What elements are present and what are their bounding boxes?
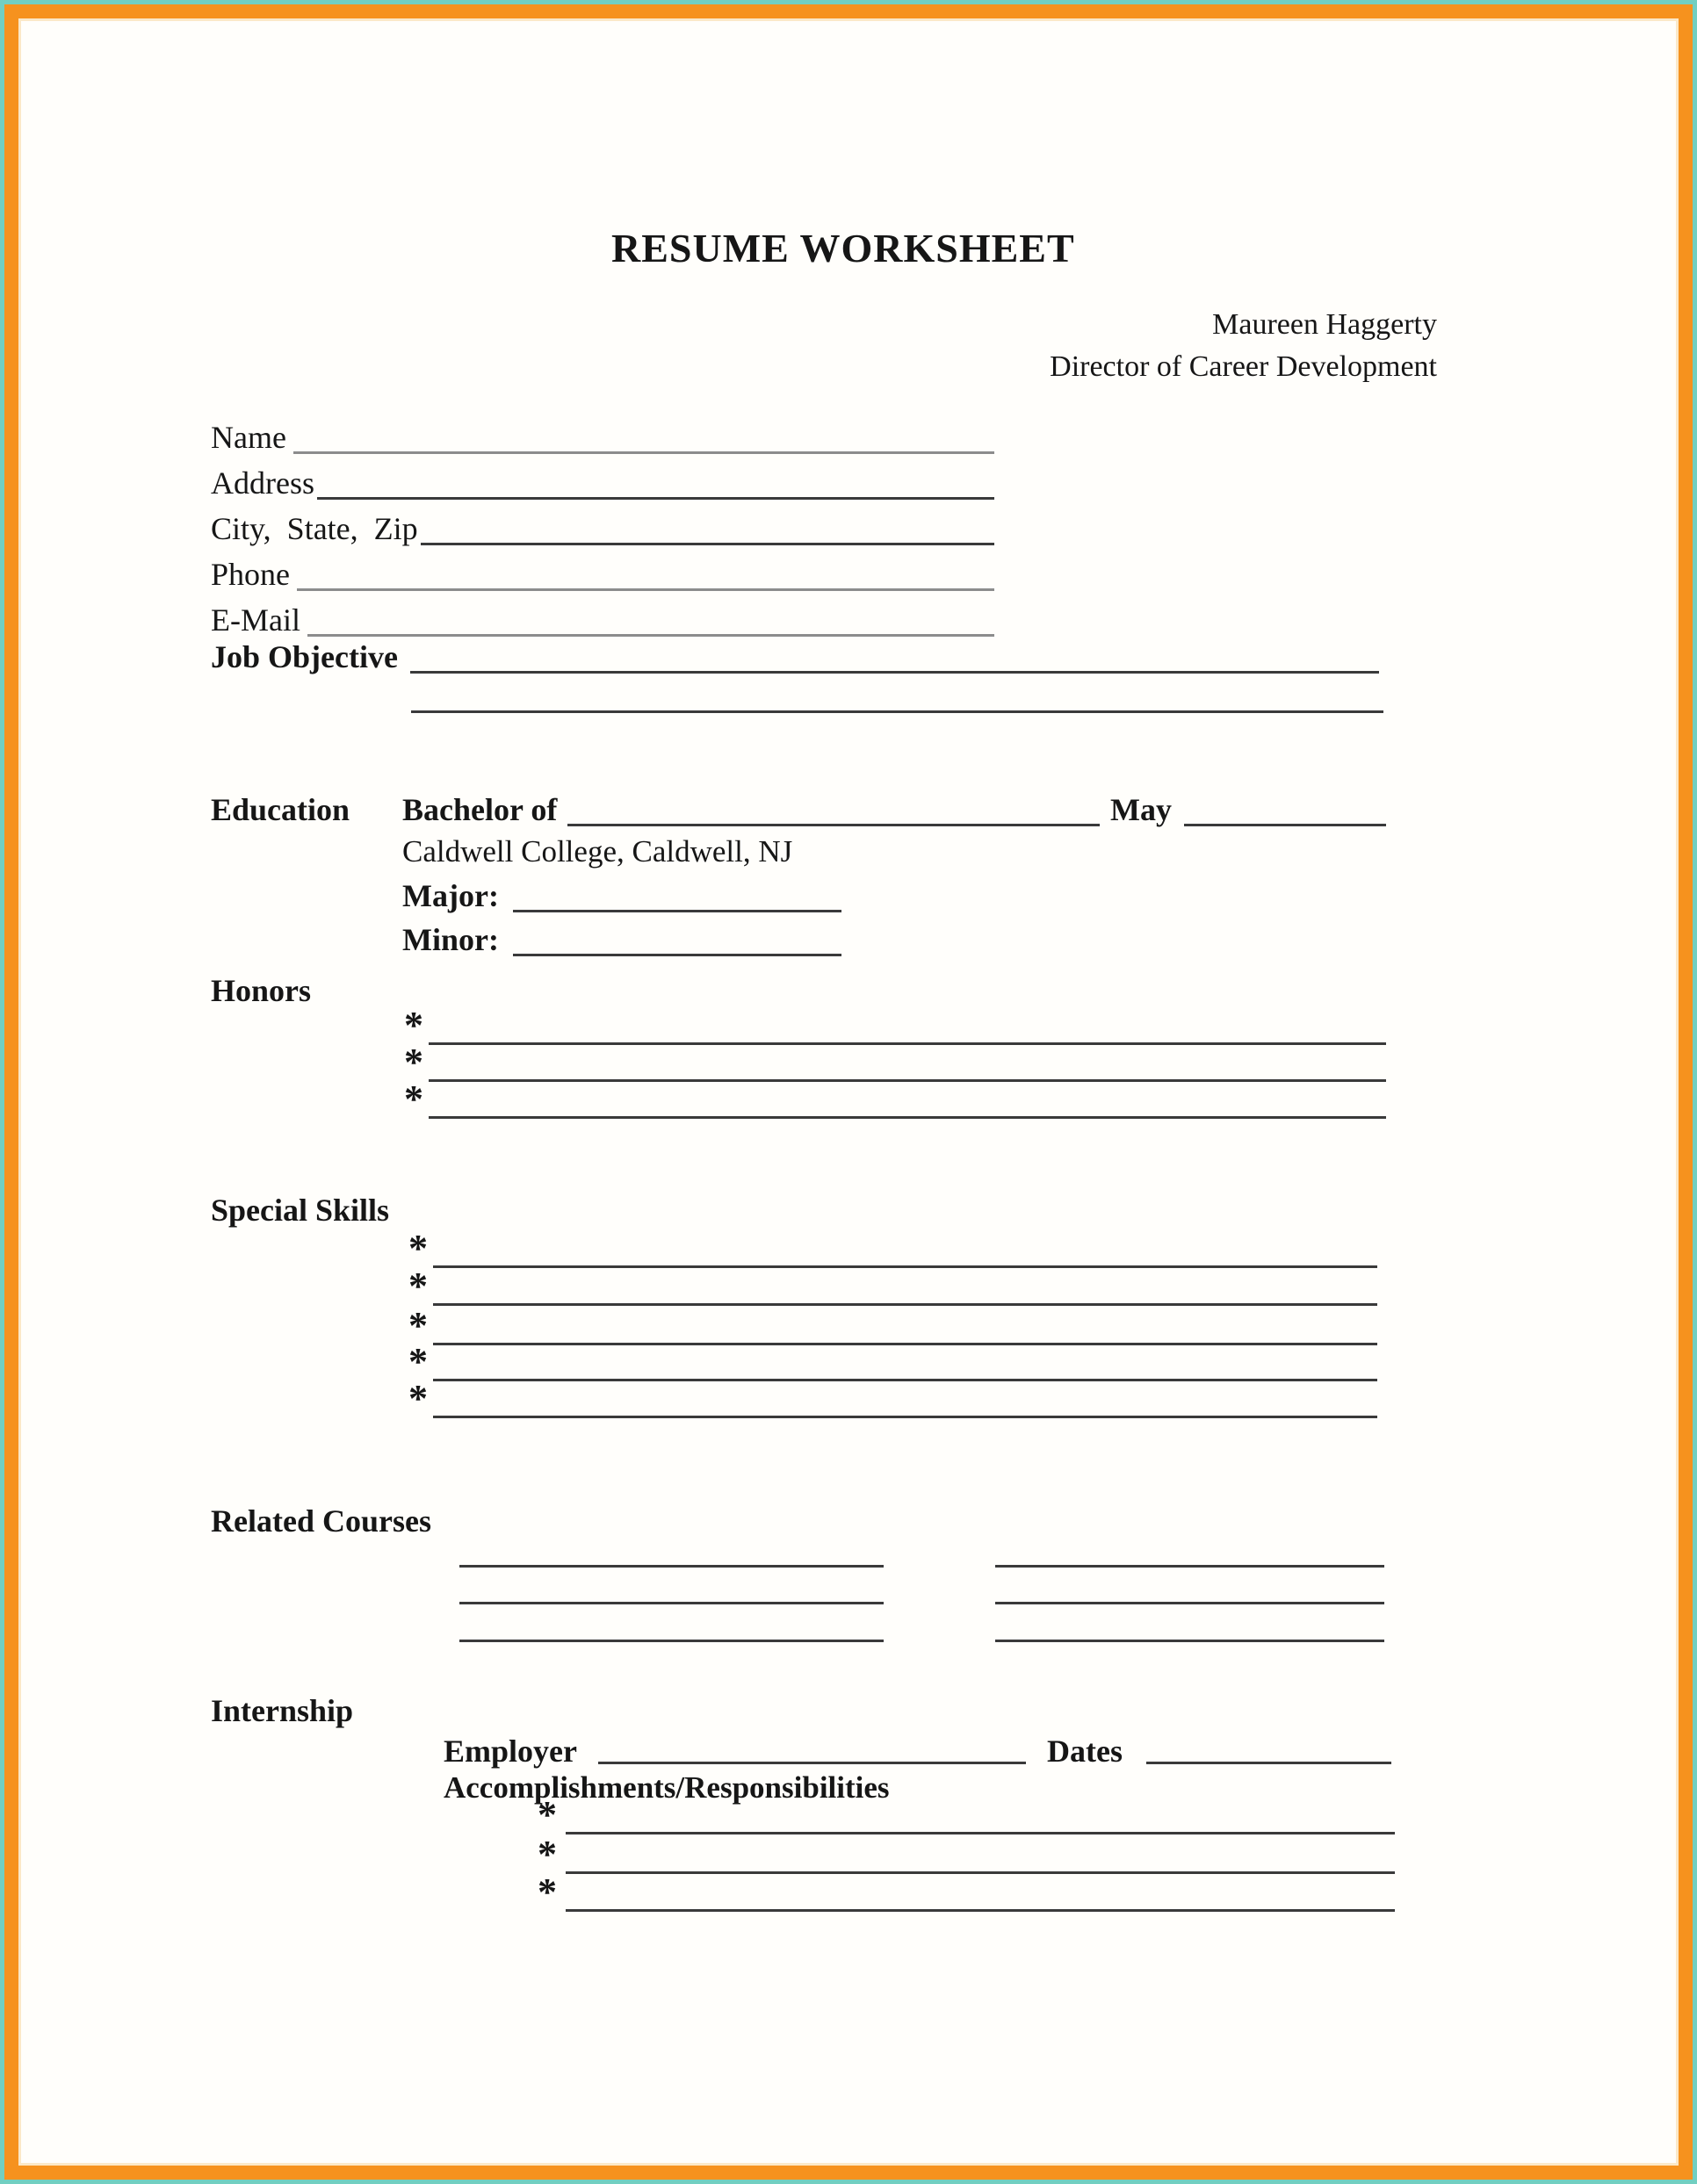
dates-fill-line: [1146, 1762, 1391, 1764]
special-skills-item-1: [408, 1229, 1377, 1268]
special-skills-item-4: [408, 1340, 1377, 1383]
address-label: Address: [211, 465, 314, 501]
related-course-fill-line-right-3: [995, 1640, 1384, 1642]
address-fill-line: [317, 497, 994, 500]
honors-item-3: [404, 1080, 1386, 1119]
bullet-asterisk: *: [408, 1227, 428, 1270]
bullet-asterisk: *: [408, 1340, 428, 1383]
major-field-row: [402, 878, 841, 913]
phone-label: Phone: [211, 557, 290, 592]
email-field-row: [211, 602, 994, 638]
special-skills-item-2: [408, 1267, 1377, 1306]
major-label: Major:: [402, 878, 499, 913]
author-name: Maureen Haggerty: [1212, 308, 1437, 341]
city-state-zip-label: City, State, Zip: [211, 511, 418, 546]
special-skills-fill-line-2: [433, 1303, 1377, 1306]
related-course-fill-line-left-1: [459, 1565, 884, 1568]
name-fill-line: [293, 451, 994, 454]
phone-field-row: [211, 557, 994, 592]
school-name: Caldwell College, Caldwell, NJ: [402, 834, 793, 869]
city-state-zip-field-row: [211, 511, 994, 546]
related-course-fill-line-left-2: [459, 1602, 884, 1604]
job-objective-fill-line-2: [411, 710, 1383, 713]
bullet-asterisk: *: [404, 1041, 423, 1084]
accomplishment-fill-line-1: [566, 1832, 1395, 1834]
related-course-fill-line-right-1: [995, 1565, 1384, 1568]
special-skills-item-5: [408, 1377, 1377, 1420]
education-degree-row: [402, 792, 1386, 827]
minor-label: Minor:: [402, 922, 499, 957]
related-course-fill-line-right-2: [995, 1602, 1384, 1604]
accomplishment-fill-line-3: [566, 1909, 1395, 1912]
page-title: RESUME WORKSHEET: [611, 226, 1075, 270]
accomplishment-item-2: [538, 1835, 1395, 1874]
education-section-label: Education: [211, 792, 350, 827]
email-fill-line: [307, 634, 994, 637]
related-courses-section-label: Related Courses: [211, 1503, 431, 1539]
internship-section-label: Internship: [211, 1693, 354, 1728]
bullet-asterisk: *: [404, 1078, 423, 1121]
graduation-month-label: May: [1110, 792, 1172, 827]
city-state-zip-fill-line: [421, 543, 994, 545]
employer-fill-line: [598, 1762, 1026, 1764]
employer-label: Employer: [444, 1734, 577, 1769]
graduation-year-fill-line: [1184, 824, 1386, 826]
job-objective-label: Job Objective: [211, 639, 398, 674]
phone-fill-line: [297, 588, 994, 591]
related-course-fill-line-left-3: [459, 1640, 884, 1642]
minor-fill-line: [513, 954, 841, 956]
special-skills-item-3: [408, 1304, 1377, 1347]
email-label: E-Mail: [211, 602, 300, 638]
honors-item-1: [404, 1006, 1386, 1045]
bullet-asterisk: *: [538, 1833, 557, 1876]
honors-item-2: [404, 1043, 1386, 1082]
special-skills-section-label: Special Skills: [211, 1193, 390, 1228]
bullet-asterisk: *: [408, 1304, 428, 1347]
accomplishments-label: Accomplishments/Responsibilities: [444, 1770, 890, 1805]
name-label: Name: [211, 420, 286, 455]
honors-fill-line-3: [429, 1116, 1386, 1119]
author-title: Director of Career Development: [1050, 350, 1437, 383]
accomplishment-item-1: [538, 1793, 1395, 1836]
honors-section-label: Honors: [211, 973, 312, 1008]
job-objective-fill-line-1: [410, 671, 1379, 674]
bullet-asterisk: *: [538, 1870, 557, 1914]
degree-prefix-label: Bachelor of: [402, 792, 558, 827]
accomplishment-item-3: [538, 1870, 1395, 1914]
major-fill-line: [513, 910, 841, 912]
job-objective-row: [211, 639, 1379, 674]
minor-field-row: [402, 922, 841, 957]
name-field-row: [211, 420, 994, 455]
bullet-asterisk: *: [538, 1793, 557, 1836]
bullet-asterisk: *: [408, 1377, 428, 1420]
address-field-row: [211, 465, 994, 501]
bullet-asterisk: *: [408, 1265, 428, 1308]
byline: [1050, 304, 1437, 388]
dates-label: Dates: [1047, 1734, 1123, 1769]
degree-fill-line: [567, 824, 1100, 826]
bullet-asterisk: *: [404, 1004, 423, 1047]
special-skills-fill-line-5: [433, 1416, 1377, 1418]
